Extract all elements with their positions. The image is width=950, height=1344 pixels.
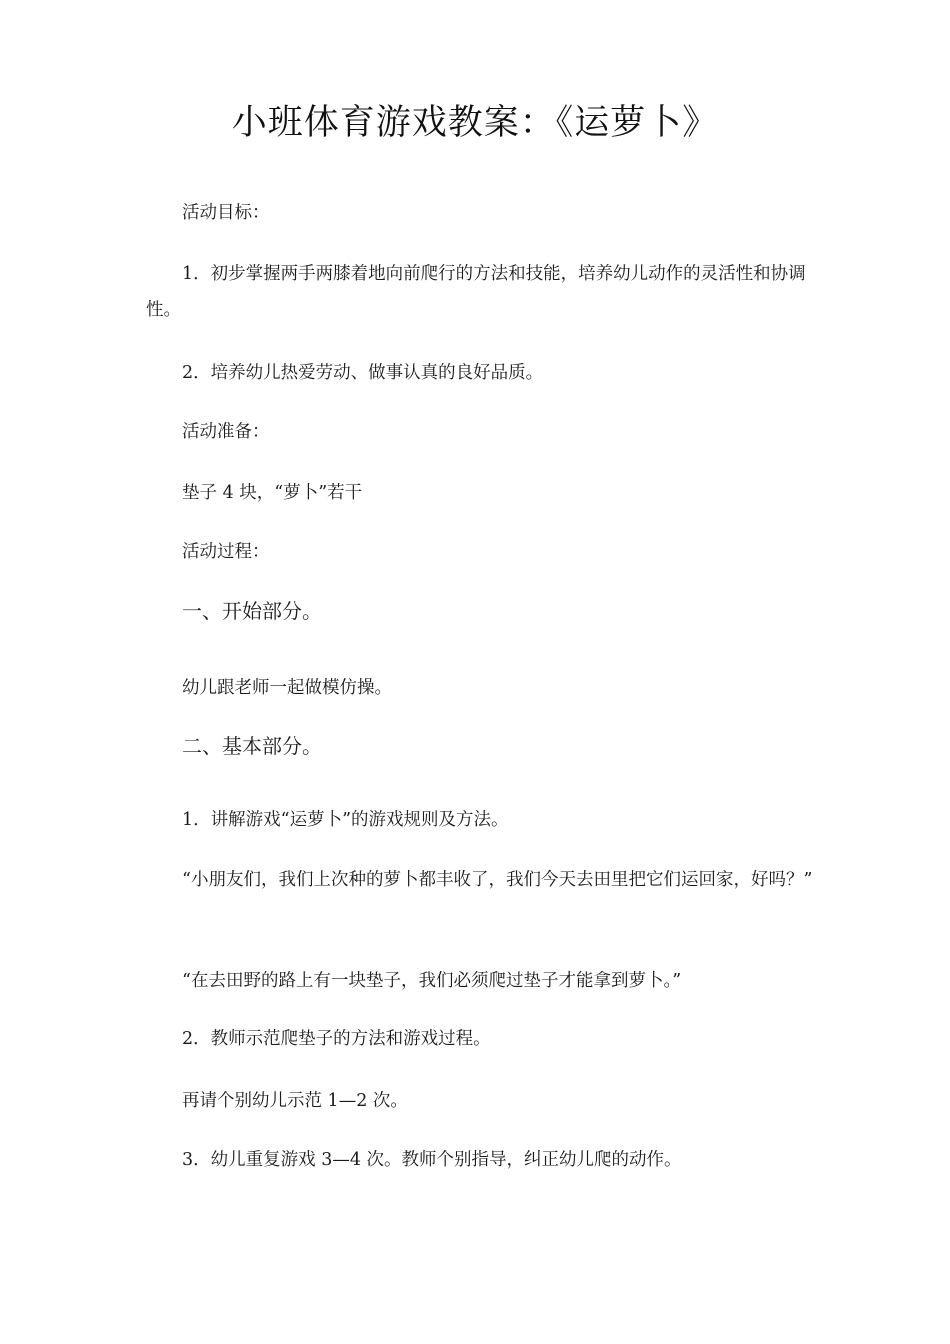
process-part-1-heading: 一、开始部分。: [182, 599, 322, 623]
process-step-1: 1．讲解游戏“运萝卜”的游戏规则及方法。: [182, 810, 509, 830]
process-step-3: 3．幼儿重复游戏 3—4 次。教师个别指导，纠正幼儿爬的动作。: [182, 1150, 682, 1170]
process-part-2-heading: 二、基本部分。: [182, 734, 322, 758]
process-part-1-text: 幼儿跟老师一起做模仿操。: [182, 678, 392, 698]
goal-item-1: 1．初步掌握两手两膝着地向前爬行的方法和技能，培养幼儿动作的灵活性和协调性。: [146, 264, 806, 320]
preparation-item: 垫子 4 块，“萝卜”若干: [182, 483, 363, 503]
process-step-2: 2．教师示范爬垫子的方法和游戏过程。: [182, 1029, 491, 1049]
process-quote-2: “在去田野的路上有一块垫子，我们必须爬过垫子才能拿到萝卜。”: [182, 971, 682, 991]
section-heading-process: 活动过程：: [182, 542, 270, 562]
section-heading-preparation: 活动准备：: [182, 422, 270, 442]
document-title: 小班体育游戏教案：《运萝卜》: [231, 103, 719, 143]
section-heading-goals: 活动目标：: [182, 203, 270, 223]
process-step-2-note: 再请个别幼儿示范 1—2 次。: [182, 1091, 408, 1111]
goal-item-2: 2．培养幼儿热爱劳动、做事认真的良好品质。: [182, 363, 544, 383]
process-quote-1: “小朋友们，我们上次种的萝卜都丰收了，我们今天去田里把它们运回家，好吗？”: [182, 870, 813, 890]
